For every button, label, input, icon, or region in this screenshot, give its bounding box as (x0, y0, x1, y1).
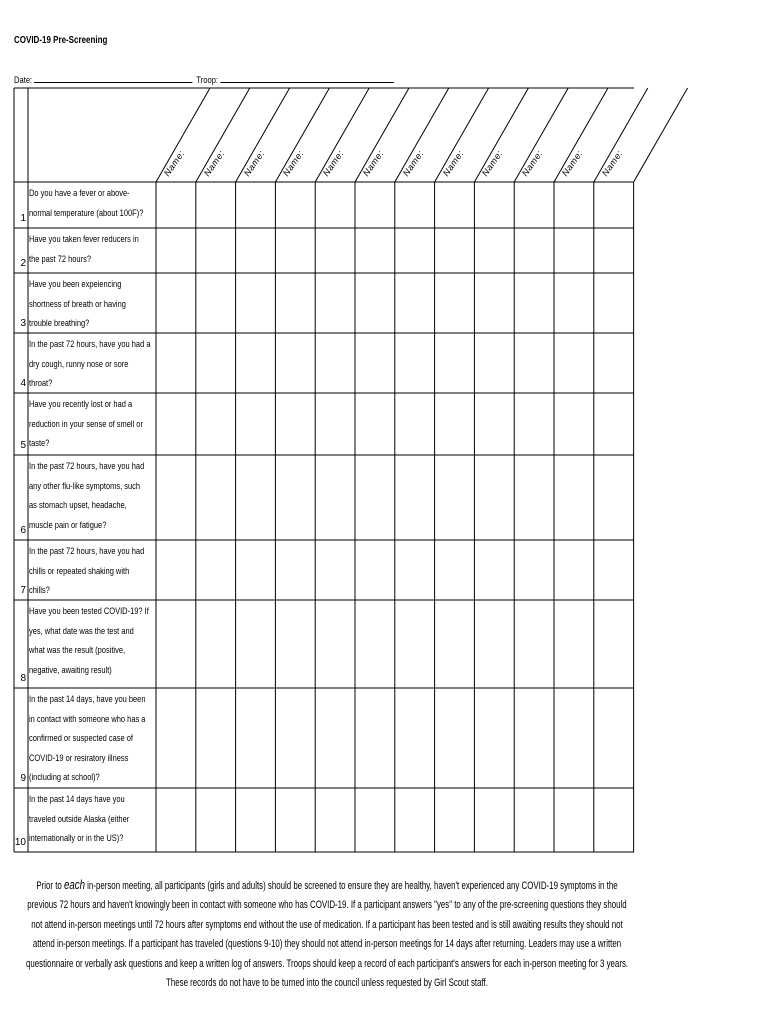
question-text-line: Have you taken fever reducers in (29, 234, 139, 245)
question-text-line: trouble breathing? (29, 318, 90, 330)
name-column-header[interactable]: Name: (320, 148, 346, 178)
question-text-line: throat? (29, 378, 53, 390)
question-number: 4 (20, 378, 26, 389)
footer-line-5: questionnaire or verbally ask questions and keep a written log of answers. Troops should keep a record of each participant's answers for each in-person meeting for 3 years. (26, 957, 629, 970)
question-text-line: Have you recently lost or had a (29, 399, 133, 410)
form-title: COVID-19 Pre-Screening (14, 35, 108, 46)
name-column-header[interactable]: Name: (480, 148, 506, 178)
question-text-line: COVID-19 or resiratory illness (29, 752, 129, 764)
footer-line-2: previous 72 hours and haven't knowingly been in contact with someone who has COVID-19. If a participant answers "yes" to any of the pre-screening questions they should (27, 899, 627, 912)
question-text-line: negative, awaiting result) (29, 664, 112, 676)
name-column-header[interactable]: Name: (519, 148, 545, 178)
question-text-line: as stomach upset, headache, (29, 500, 127, 512)
question-text-line: Have you been tested COVID-19? If (29, 606, 149, 617)
question-text-line: chills? (29, 585, 50, 597)
question-text-line: yes, what date was the test and (29, 625, 134, 637)
name-column-header[interactable]: Name: (281, 148, 307, 178)
name-column-header[interactable]: Name: (201, 148, 227, 178)
name-column-header[interactable]: Name: (599, 148, 625, 178)
question-text (29, 230, 154, 269)
question-text-line: what was the result (positive, (29, 645, 126, 657)
troop-label: Troop: (196, 75, 219, 86)
name-column-header[interactable]: Name: (161, 148, 187, 178)
question-text (29, 790, 154, 849)
question-number: 9 (20, 773, 26, 784)
question-text (29, 275, 154, 334)
header-diagonal (634, 88, 688, 182)
question-number: 1 (20, 213, 26, 224)
question-text-line: the past 72 hours? (29, 253, 91, 265)
question-number: 7 (20, 585, 26, 596)
question-text-line: dry cough, runny nose or sore (29, 358, 129, 370)
question-number: 3 (20, 318, 26, 329)
question-text-line: In the past 14 days, have you been (29, 694, 146, 705)
question-text-line: Do you have a fever or above- (29, 188, 130, 199)
footer-prefix: Prior to (36, 880, 64, 892)
question-text-line: muscle pain or fatigue? (29, 519, 107, 531)
question-text (29, 690, 154, 788)
question-text-line: (including at school)? (29, 772, 100, 784)
footer-line-4: attend in-person meetings. If a participant has traveled (questions 9-10) they should not attend in-person meetings for 14 days after returning. Leaders may use a written (32, 938, 622, 951)
question-text (29, 542, 154, 601)
question-text (29, 335, 154, 394)
question-text-line: Have you been expeiencing (29, 279, 122, 290)
question-text-line: In the past 14 days have you (29, 794, 125, 805)
question-number: 10 (14, 837, 26, 848)
question-text-line: In the past 72 hours, have you had a (29, 339, 151, 350)
question-text-line: confirmed or suspected case of (29, 733, 133, 745)
question-text-line: In the past 72 hours, have you had (29, 546, 145, 557)
question-text-line: reduction in your sense of smell or (29, 418, 143, 430)
date-label: Date: (14, 75, 33, 86)
question-number: 5 (20, 440, 26, 451)
question-text (29, 602, 154, 680)
instructions-paragraph (26, 875, 628, 993)
footer-line-6: These records do not have to be turned into the council unless requested by Girl Scout staff. (166, 977, 488, 990)
question-text-line: In the past 72 hours, have you had (29, 461, 145, 472)
question-text-line: normal temperature (about 100F)? (29, 207, 144, 219)
question-number: 8 (20, 673, 26, 684)
footer-line-3: not attend in-person meetings until 72 hours after symptoms end without the use of medication. If a participant has been tested and is still awaiting results they should not (31, 918, 623, 931)
name-column-header[interactable]: Name: (440, 148, 466, 178)
question-text (29, 395, 154, 454)
name-column-header[interactable]: Name: (559, 148, 585, 178)
question-number: 6 (20, 525, 26, 536)
footer-line-1-rest: in-person meeting, all participants (girls and adults) should be screened to ensure they are healthy, haven't experienced any COVID-19 symptoms in the (84, 880, 618, 892)
footer-line-1 (26, 875, 628, 896)
question-text-line: traveled outside Alaska (either (29, 813, 130, 825)
question-text-line: shortness of breath or having (29, 298, 126, 310)
name-column-header[interactable]: Name: (241, 148, 267, 178)
question-text-line: any other flu-like symptoms, such (29, 480, 141, 492)
question-number: 2 (20, 258, 26, 269)
question-text-line: chills or repeated shaking with (29, 565, 130, 577)
question-text (29, 457, 154, 535)
footer-emphasis: each (63, 877, 85, 892)
name-column-header[interactable]: Name: (400, 148, 426, 178)
question-text (29, 184, 154, 223)
question-text-line: in contact with someone who has a (29, 713, 146, 725)
name-column-header[interactable]: Name: (360, 148, 386, 178)
question-text-line: taste? (29, 438, 50, 450)
question-text-line: internationally or in the US)? (29, 833, 124, 845)
